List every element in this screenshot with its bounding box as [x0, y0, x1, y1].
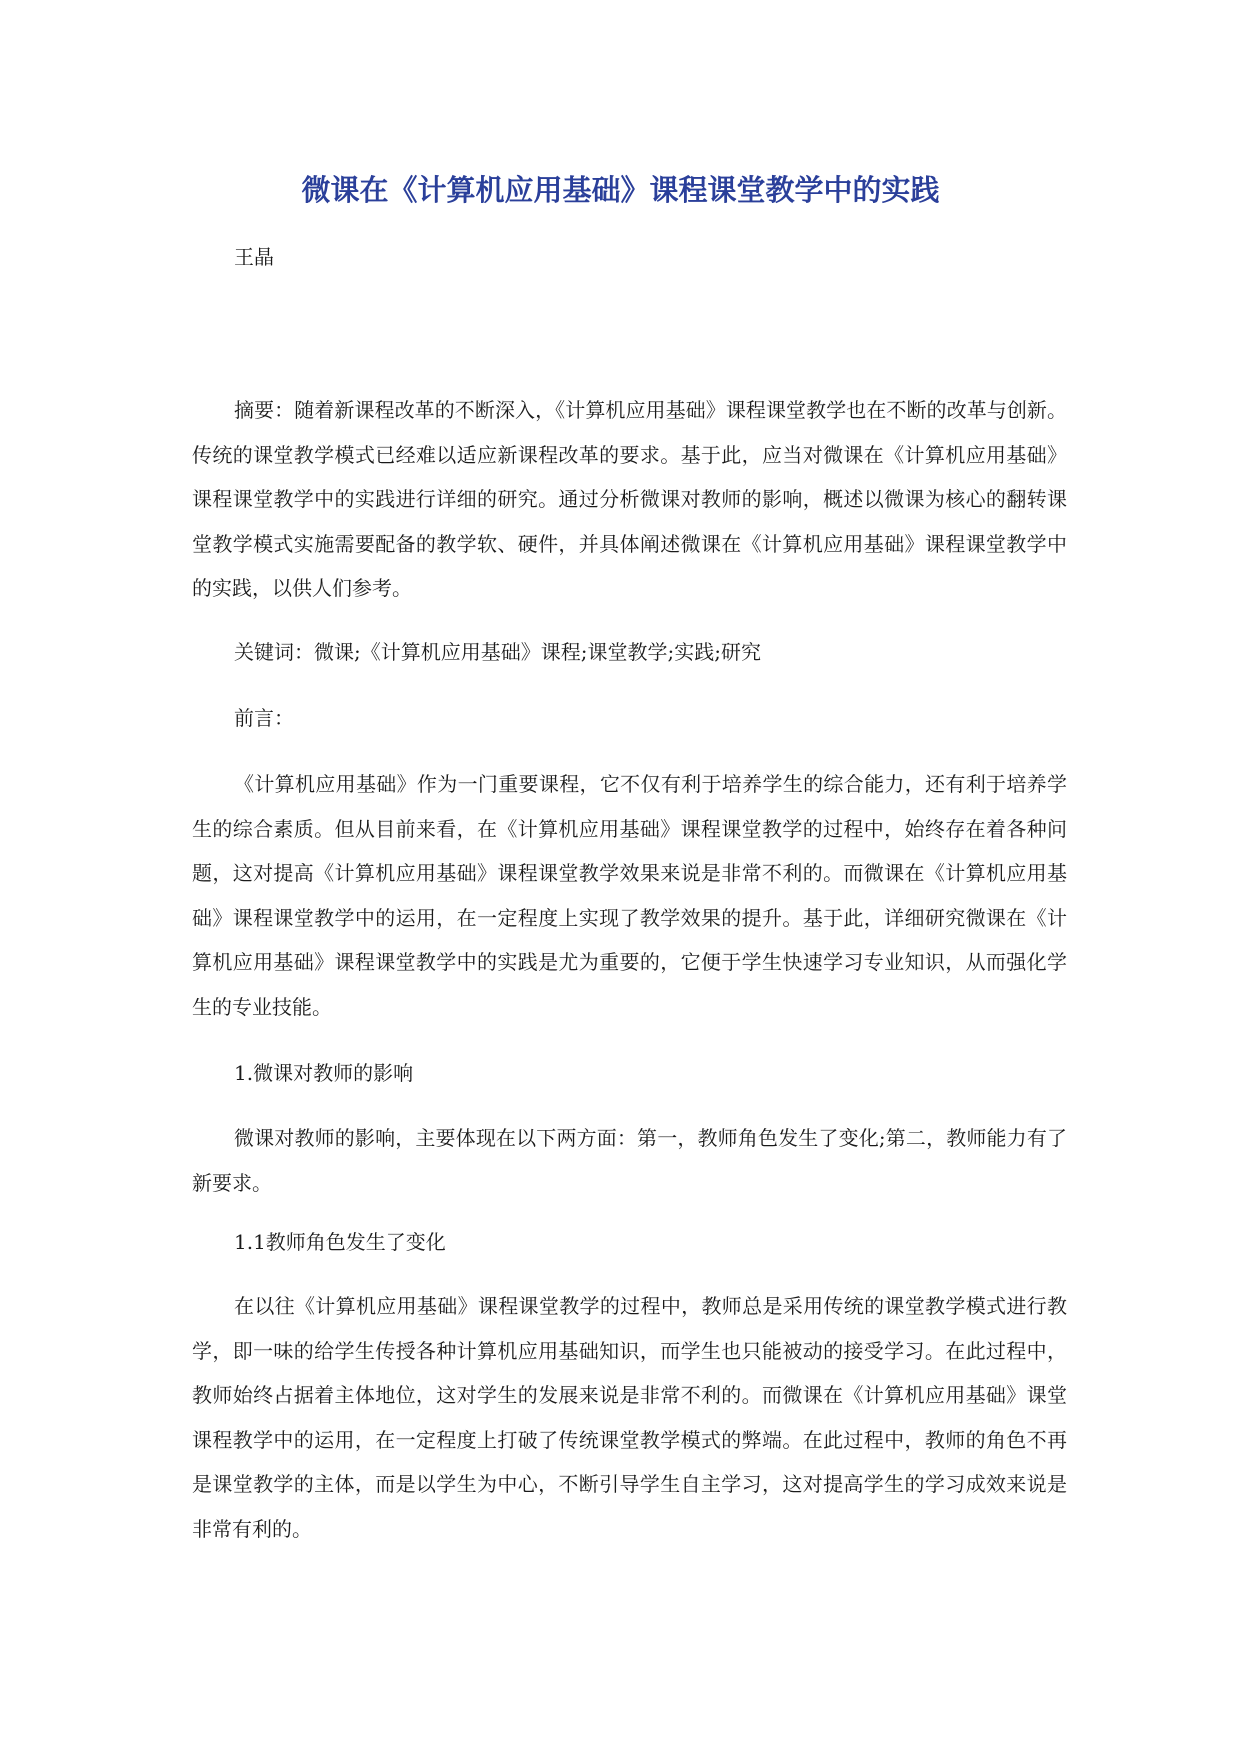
paper-title: 微课在《计算机应用基础》课程课堂教学中的实践 — [301, 173, 940, 207]
author-name: 王晶 — [234, 245, 274, 269]
section-1-1-paragraph: 在以往《计算机应用基础》课程课堂教学的过程中，教师总是采用传统的课堂教学模式进行教学，即一味的给学生传授各种计算机应用基础知识，而学生也只能被动的接受学习。在此过程中，教师始终占据着主体地位，这对学生的发展来说是非常不利的。而微课在《计算机应用基础》课堂课程教学中的运用，在一定程度上打破了传统课堂教学模式的弊端。在此过程中，教师的角色不再是课堂教学的主体，而是以学生为中心，不断引导学生自主学习，这对提高学生的学习成效来说是非常有利的。 — [192, 1294, 1067, 1541]
section-1-1-heading: 1.1教师角色发生了变化 — [234, 1230, 446, 1254]
section-1-paragraph: 微课对教师的影响，主要体现在以下两方面：第一，教师角色发生了变化;第二，教师能力有了新要求。 — [192, 1126, 1067, 1195]
keywords-paragraph: 关键词：微课;《计算机应用基础》课程;课堂教学;实践;研究 — [234, 640, 761, 664]
section-1-heading: 1.微课对教师的影响 — [234, 1061, 414, 1085]
preface-label: 前言： — [234, 706, 294, 730]
preface-paragraph: 《计算机应用基础》作为一门重要课程，它不仅有利于培养学生的综合能力，还有利于培养学生的综合素质。但从目前来看，在《计算机应用基础》课程课堂教学的过程中，始终存在着各种问题，这对提高《计算机应用基础》课程课堂教学效果来说是非常不利的。而微课在《计算机应用基础》课程课堂教学中的运用，在一定程度上实现了教学效果的提升。基于此，详细研究微课在《计算机应用基础》课程课堂教学中的实践是尤为重要的，它便于学生快速学习专业知识，从而强化学生的专业技能。 — [192, 772, 1067, 1019]
abstract-paragraph: 摘要：随着新课程改革的不断深入，《计算机应用基础》课程课堂教学也在不断的改革与创新。传统的课堂教学模式已经难以适应新课程改革的要求。基于此，应当对微课在《计算机应用基础》课程课堂教学中的实践进行详细的研究。通过分析微课对教师的影响，概述以微课为核心的翻转课堂教学模式实施需要配备的教学软、硬件，并具体阐述微课在《计算机应用基础》课程课堂教学中的实践，以供人们参考。 — [192, 398, 1067, 600]
